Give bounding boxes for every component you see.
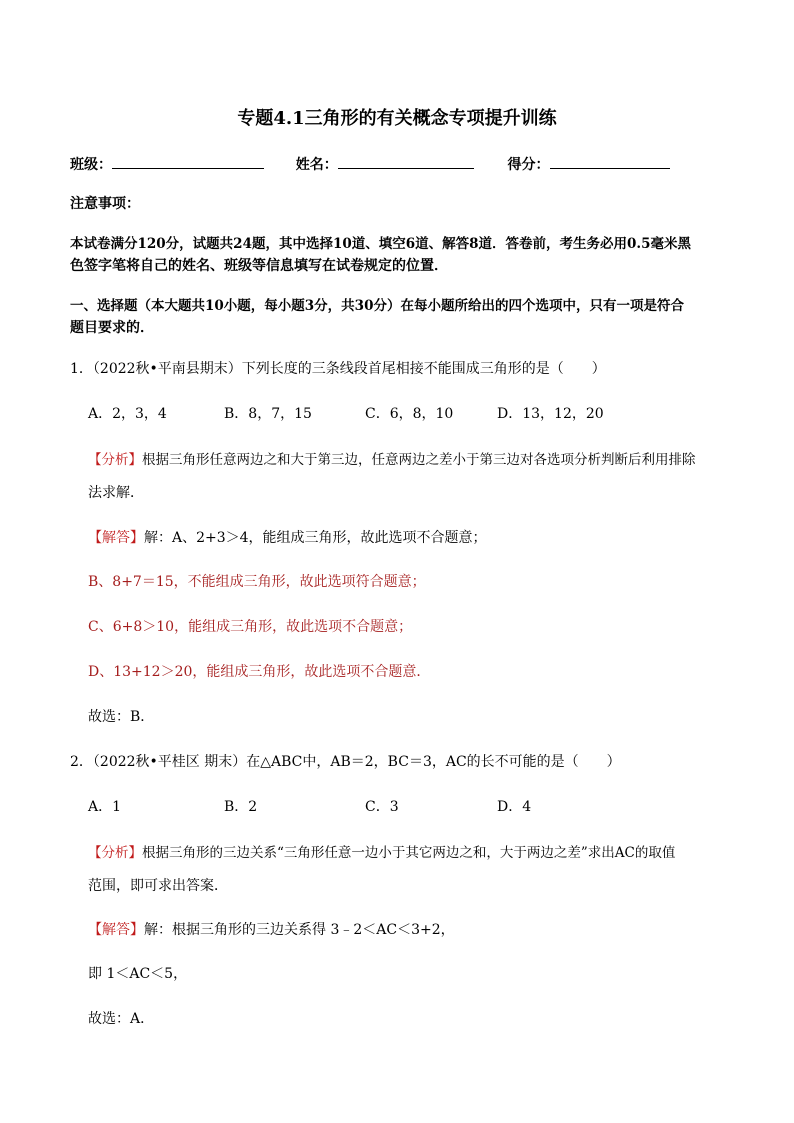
class-blank [112,154,264,169]
q1-analysis-tag: 【分析】 [88,452,142,468]
q1-stem: 1．（2022秋•平南县期末）下列长度的三条线段首尾相接不能围成三角形的是（ ） [70,361,606,377]
name-label: 姓名： [295,157,338,173]
q1-analysis-line1: 【分析】根据三角形任意两边之和大于第三边，任意两边之差小于第三边对各选项分析判断后利用排除 [88,452,696,468]
q1-answer-line1: 【解答】解：A、2+3＞4，能组成三角形，故此选项不合题意； [88,530,487,546]
q1-answer-line2: B、8+7＝15，不能组成三角形，故此选项符合题意； [88,574,426,590]
q2-analysis-line1: 【分析】根据三角形的三边关系“三角形任意一边小于其它两边之和，大于两边之差”求出AC的取值 [88,845,676,861]
q1-answer-tag: 【解答】 [88,530,144,546]
score-label: 得分： [507,157,550,173]
section-heading-line2: 题目要求的． [70,320,154,336]
q2-analysis-line2: 范围，即可求出答案． [88,878,228,894]
q2-option-b: B．2 [224,799,258,815]
class-label: 班级： [70,157,112,173]
q2-option-d: D．4 [497,799,532,815]
q1-option-d: D．13，12，20 [497,406,604,422]
info-row [70,154,670,174]
score-blank [550,154,670,169]
q2-answer-line1: 【解答】解：根据三角形的三边关系得 3﹣2＜AC＜3+2， [88,922,455,938]
name-blank [338,154,474,169]
q2-option-c: C．3 [365,799,399,815]
q1-analysis-line2: 法求解． [88,485,144,501]
q2-option-a: A．1 [88,799,122,815]
notice-heading: 注意事项： [70,196,140,212]
notice-line2: 色签字笔将自己的姓名、班级等信息填写在试卷规定的位置． [70,258,448,274]
section-heading-line1: 一、选择题（本大题共10小题，每小题3分，共30分）在每小题所给出的四个选项中，只有一项是符合 [70,298,684,314]
q1-option-a: A．2，3，4 [88,406,167,422]
q2-stem: 2．（2022秋•平桂区 期末）在△ABC中，AB＝2，BC＝3，AC的长不可能的是（ ） [70,754,621,770]
q1-conclusion: 故选：B． [88,709,155,725]
q1-answer-line3: C、6+8＞10，能组成三角形，故此选项不合题意； [88,619,413,635]
q2-answer-line2: 即 1＜AC＜5， [88,966,188,982]
q1-option-c: C．6，8，10 [365,406,454,422]
q2-conclusion: 故选：A． [88,1011,155,1027]
q1-option-b: B．8，7，15 [224,406,312,422]
page-title: 专题4.1三角形的有关概念专项提升训练 [237,108,557,129]
q1-answer-line4: D、13+12＞20，能组成三角形，故此选项不合题意． [88,664,431,680]
q2-answer-tag: 【解答】 [88,922,144,938]
notice-line1: 本试卷满分120分，试题共24题，其中选择10道、填空6道、解答8道．答卷前，考生务必用0.5毫米黑 [70,236,692,252]
q2-analysis-tag: 【分析】 [88,845,142,861]
